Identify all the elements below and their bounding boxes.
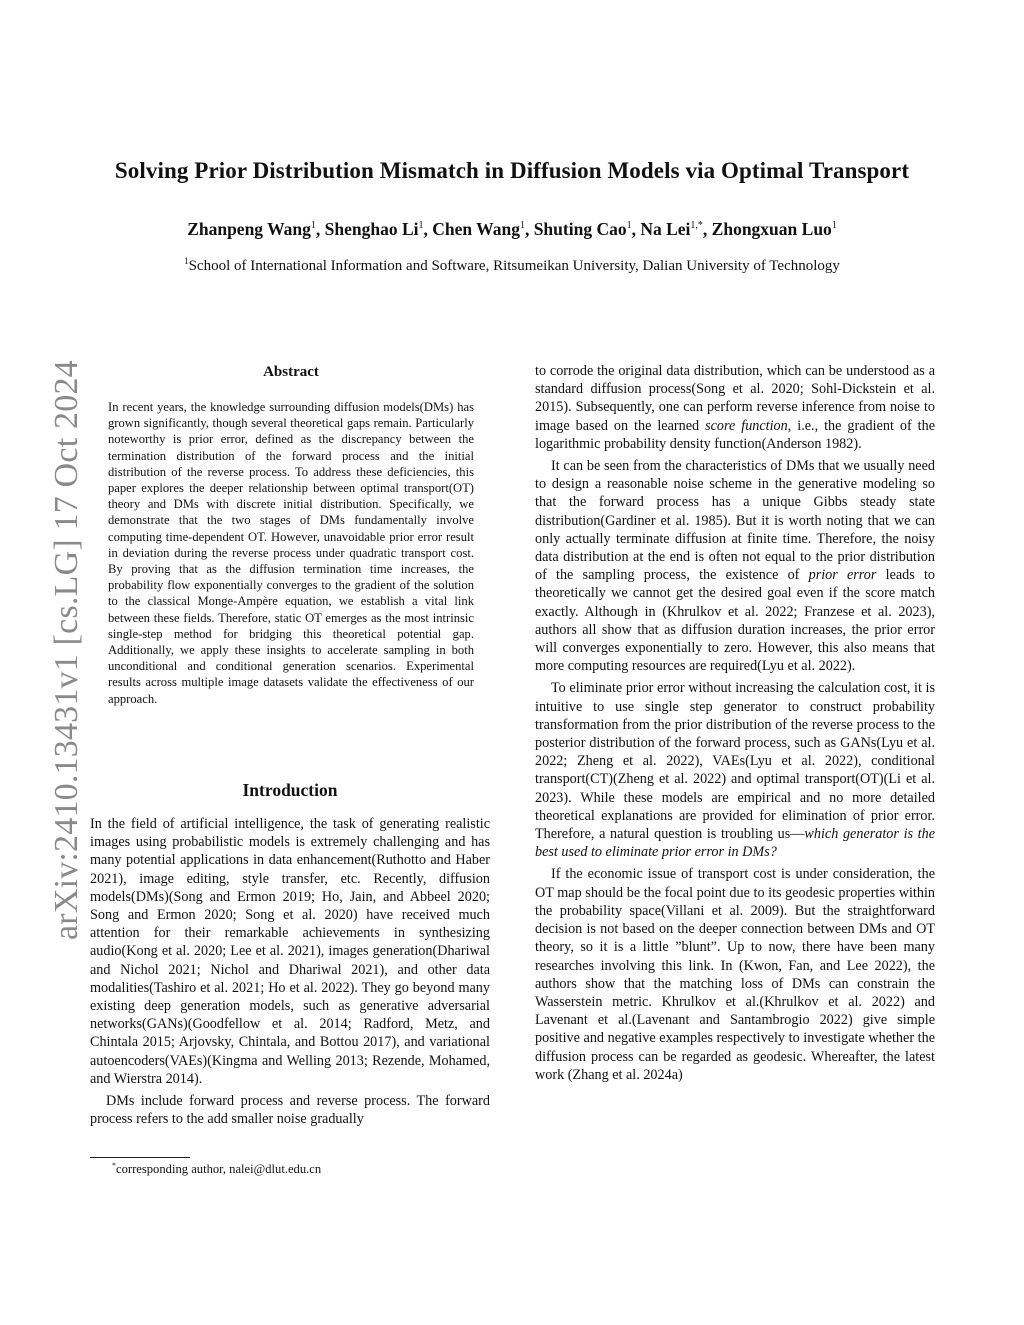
- arxiv-identifier[interactable]: arXiv:2410.13431v1 [cs.LG] 17 Oct 2024: [48, 360, 85, 940]
- footnote-divider: [90, 1157, 190, 1158]
- abstract-heading: Abstract: [263, 364, 319, 380]
- text-run: leads to theoretically we cannot get the desired goal even if the score match exactly. Although in (Khrulkov et al. 2022; Franzese et al. 2023), authors all show that as diffusion duration increases, the prior error will converges exponentially to zero. However, this also means that more computing resources are required(Lyu et al. 2022).: [535, 567, 936, 675]
- author-name: Na Lei: [640, 219, 691, 239]
- body-paragraph: [535, 362, 935, 453]
- affiliation-mark: 1: [184, 256, 189, 266]
- emphasis-text: which generator is the best used to eliminate prior error in DMs?: [535, 826, 936, 861]
- body-paragraph: [535, 679, 935, 861]
- author-name: Zhanpeng Wang: [187, 219, 311, 239]
- author-affiliation-mark: 1,*: [690, 220, 703, 232]
- author-name: Chen Wang: [432, 219, 520, 239]
- author-affiliation-mark: 1: [418, 220, 424, 232]
- author-affiliation-mark: 1: [626, 220, 632, 232]
- author-affiliation-mark: 1: [519, 220, 525, 232]
- body-paragraph: [535, 457, 935, 675]
- emphasis-text: prior error: [808, 567, 877, 584]
- right-column: [535, 362, 935, 1084]
- emphasis-text: score function: [705, 417, 788, 434]
- author-list: Zhanpeng Wang$^1$, Shenghao Li$^1$, Chen Wang$^1$, Shuting Cao$^1$, Na Lei$^{1,*}$, Zhongxuan Luo$^1$: [187, 219, 837, 239]
- text-run: to corrode the original data distribution, which can be understood as a standard diffusion process(Song et al. 2020; Sohl-Dickstein et al. 2015). Subsequently, one can perform reverse inference from noise to image based on the learned: [535, 363, 935, 434]
- intro-paragraph: In the field of artificial intelligence, the task of generating realistic images using probabilistic models is extremely challenging and has many potential applications in data enhancement(Ruthotto and Haber 2021), image editing, style transfer, etc. Recently, diffusion models(DMs)(Song and Ermon 2019; Ho, Jain, and Abbeel 2020; Song and Ermon 2020; Song et al. 2020) have received much attention for their remarkable achievements in synthesizing audio(Kong et al. 2020; Lee et al. 2021), images generation(Dhariwal and Nichol 2021; Nichol and Dhariwal 2021), and other data modalities(Tashiro et al. 2021; Ho et al. 2022). They go beyond many existing deep generation models, such as generative adversarial networks(GANs)(Goodfellow et al. 2014; Radford, Metz, and Chintala 2015; Arjovsky, Chintala, and Bottou 2017), and variational autoencoders(VAEs)(Kingma and Welling 2013; Rezende, Mohamed, and Wierstra 2014).: [90, 816, 490, 1087]
- author-name: Zhongxuan Luo: [711, 219, 832, 239]
- affiliation: [0, 256, 1024, 275]
- text-run: , i.e., the gradient of the logarithmic probability density function(Anderson 1982).: [535, 417, 935, 452]
- intro-paragraph: DMs include forward process and reverse process. The forward process refers to the add smaller noise gradually: [90, 1093, 490, 1128]
- paper-title: Solving Prior Distribution Mismatch in Diffusion Models via Optimal Transport: [114, 158, 910, 183]
- author-affiliation-mark: 1: [310, 220, 316, 232]
- text-run: It can be seen from the characteristics of DMs that we usually need to design a reasonable noise scheme in the generative modeling so that the forward process has a unique Gibbs steady state distribution(Gardiner et al. 1985). But it is worth noting that we can only actually terminate diffusion at finite time. Therefore, the noisy data distribution at the end is often not equal to the prior distribution of the sampling process, the existence of: [535, 458, 935, 584]
- abstract-text: In recent years, the knowledge surrounding diffusion models(DMs) has grown significantly, though several theoretical gaps remain. Particularly noteworthy is prior error, defined as the discrepancy between the termination distribution of the forward process and the initial distribution of the reverse process. To address these deficiencies, this paper explores the deeper relationship between optimal transport(OT) theory and DMs with discrete initial distribution. Specifically, we demonstrate that the two stages of DMs fundamentally involve computing time-dependent OT. However, unavoidable prior error result in deviation during the reverse process under quadratic transport cost. By proving that as the diffusion termination time increases, the probability flow exponentially converges to the gradient of the solution to the classical Monge-Ampère equation, we establish a vital link between these fields. Therefore, static OT emerges as the most intrinsic single-step method for bridging this theoretical potential gap. Additionally, we apply these insights to accelerate sampling in both unconditional and conditional generation scenarios. Experimental results across multiple image datasets validate the effectiveness of our approach.: [108, 400, 474, 706]
- author-affiliation-mark: 1: [831, 220, 837, 232]
- author-name: Shenghao Li: [324, 219, 419, 239]
- author-name: Shuting Cao: [533, 219, 627, 239]
- footnote: [112, 1161, 321, 1177]
- footnote-text: corresponding author, nalei@dlut.edu.cn: [116, 1162, 322, 1177]
- text-run: To eliminate prior error without increasing the calculation cost, it is intuitive to use single step generator to construct probability transformation from the prior distribution of the reverse process to the posterior distribution of the forward process, such as GANs(Lyu et al. 2022; Zheng et al. 2022), VAEs(Lyu et al. 2022), conditional transport(CT)(Zheng et al. 2022) and optimal transport(OT)(Li et al. 2023). While these models are empirical and no more detailed theoretical explanations are provided for elimination of prior error. Therefore, a natural question is troubling us—: [535, 680, 935, 843]
- body-paragraph: If the economic issue of transport cost is under consideration, the OT map should be the focal point due to its geodesic properties within the probability space(Villani et al. 2009). But the straightforward decision is not based on the deeper connection between DMs and OT theory, so it is a little ”blunt”. Up to now, there have been many researches involving this link. In (Kwon, Fan, and Lee 2022), the authors show that the matching loss of DMs can constrain the Wasserstein metric. Khrulkov et al.(Khrulkov et al. 2022) and Lavenant et al.(Lavenant and Santambrogio 2022) give simple positive and negative examples respectively to investigate whether the diffusion process can be regarded as geodesic. Whereafter, the latest work (Zhang et al. 2024a): [535, 866, 935, 1083]
- introduction-heading: Introduction: [242, 780, 338, 800]
- footnote-mark: *: [112, 1161, 116, 1170]
- affiliation-text: School of International Information and Software, Ritsumeikan University, Dalian University of Technology: [188, 258, 840, 274]
- left-column: [90, 815, 490, 1128]
